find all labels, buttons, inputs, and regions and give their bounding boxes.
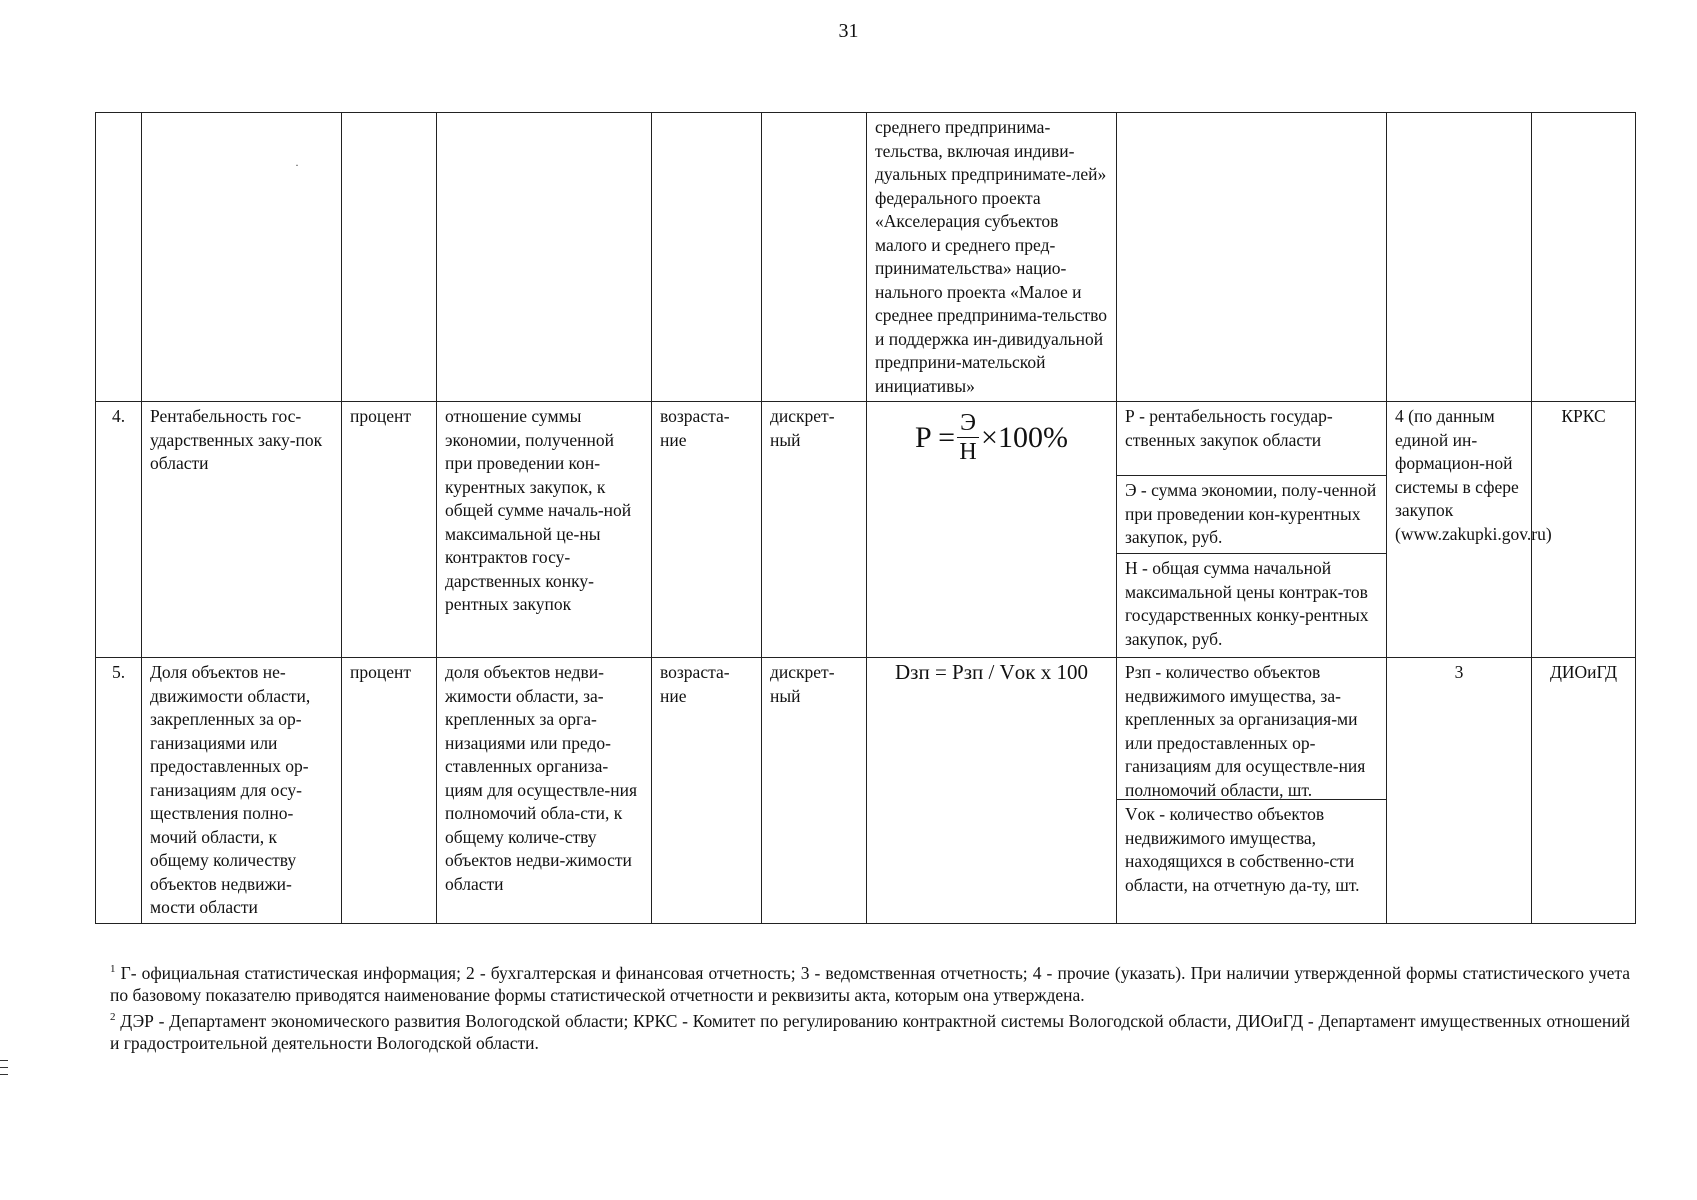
footnote-2 xyxy=(110,1006,1630,1054)
indicator-type: дискрет-ный xyxy=(762,402,867,658)
cell-name xyxy=(142,113,342,402)
variables-cell xyxy=(1117,658,1387,924)
responsible: КРКС xyxy=(1532,402,1636,658)
cell-source xyxy=(1387,113,1532,402)
table-row-continuation xyxy=(96,113,1636,402)
definition: доля объектов недви-жимости области, за-крепленных за орга-низациями или предо-ставленных организа-циям для осуществле-ния полномочий обла-сти, к общему количе-ству объектов недви-жимости области xyxy=(437,658,652,924)
variable-desc: Vок - количество объектов недвижимого имущества, находящихся в собственно-сти области, на отчетную да-ту, шт. xyxy=(1125,804,1360,895)
data-source: 3 xyxy=(1387,658,1532,924)
table-row xyxy=(96,658,1636,924)
responsible: ДИОиГД xyxy=(1532,658,1636,924)
variable-desc: Н - общая сумма начальной максимальной цены контрак-тов государственных конку-рентных закупок, руб. xyxy=(1125,558,1369,649)
formula-fraction xyxy=(957,411,979,464)
footnotes xyxy=(110,958,1630,1054)
fraction-line xyxy=(957,437,979,438)
cell-unit xyxy=(342,113,437,402)
footnote-text: ДЭР - Департамент экономического развития Вологодской области; КРКС - Комитет по регулированию контрактной системы Вологодской области, ДИОиГД - Департамент имущественных отношений и градостроительной деятельности Вологодской области. xyxy=(110,1010,1631,1053)
cell-definition xyxy=(437,113,652,402)
indicators-table xyxy=(95,112,1636,924)
page-number: 31 xyxy=(838,20,859,42)
row-number: 4. xyxy=(96,402,142,658)
cell-responsible xyxy=(1532,113,1636,402)
footnote-mark: 2 xyxy=(110,1010,116,1023)
variable-desc: Э - сумма экономии, полу-ченной при проведении кон-курентных закупок, руб. xyxy=(1117,476,1386,554)
cell-num xyxy=(96,113,142,402)
dynamics: возраста-ние xyxy=(652,658,762,924)
formula-rhs: ×100% xyxy=(981,420,1068,454)
footnote-mark: 1 xyxy=(110,963,116,975)
scan-dot: · xyxy=(295,158,299,172)
table-row xyxy=(96,402,1636,658)
data-source: 4 (по данным единой ин-формацион-ной системы в сфере закупок (www.zakupki.gov.ru) xyxy=(1387,402,1532,658)
formula-cell xyxy=(867,658,1117,924)
cell-formula-continuation: среднего предпринима-тельства, включая индиви-дуальных предпринимате-лей» федерального проекта «Акселерация субъектов малого и среднего пред-принимательства» нацио-нального проекта «Малое и среднее предпринима-тельство и поддержка ин-дивидуальной предприни-мательской инициативы» xyxy=(867,113,1117,402)
footnote-text: Г- официальная статистическая информация; 2 - бухгалтерская и финансовая отчетность; 3 - ведомственная отчетность; 4 - прочие (указать). При наличии утвержденной формы статистического учета по базовому показателю приводятся наименование формы статистической отчетности и реквизиты акта, которым она утверждена. xyxy=(110,962,1631,1005)
unit: процент xyxy=(342,658,437,924)
formula: Dзп = Рзп / Vок х 100 xyxy=(895,660,1088,684)
dynamics: возраста-ние xyxy=(652,402,762,658)
variable-desc: Р - рентабельность государ-ственных закупок области xyxy=(1117,402,1386,476)
cell-type xyxy=(762,113,867,402)
indicator-type: дискрет-ный xyxy=(762,658,867,924)
variable-desc: Рзп - количество объектов недвижимого имущества, за-крепленных за организация-ми или предоставленных ор-ганизациям для осуществле-ния полномочий области, шт. xyxy=(1117,658,1386,800)
unit: процент xyxy=(342,402,437,658)
formula-lhs: P = xyxy=(915,420,956,454)
row-number: 5. xyxy=(96,658,142,924)
formula-cell xyxy=(867,402,1117,658)
footnote-1 xyxy=(110,958,1630,1006)
cell-variables xyxy=(1117,113,1387,402)
indicator-name: Рентабельность гос-ударственных заку-пок области xyxy=(142,402,342,658)
definition: отношение суммы экономии, полученной при проведении кон-курентных закупок, к общей сумме началь-ной максимальной це-ны контрактов госу-дарственных конку-рентных закупок xyxy=(437,402,652,658)
formula-denominator: Н xyxy=(959,439,977,465)
binding-marks xyxy=(0,1060,8,1081)
formula xyxy=(875,411,1108,464)
variables-cell xyxy=(1117,402,1387,658)
indicator-name: Доля объектов не-движимости области, закрепленных за ор-ганизациями или предоставленных ор-ганизациям для осу-ществления полно-мочий области, к общему количеству объектов недвижи-мости области xyxy=(142,658,342,924)
formula-numerator: Э xyxy=(960,410,976,436)
cell-dynamics xyxy=(652,113,762,402)
